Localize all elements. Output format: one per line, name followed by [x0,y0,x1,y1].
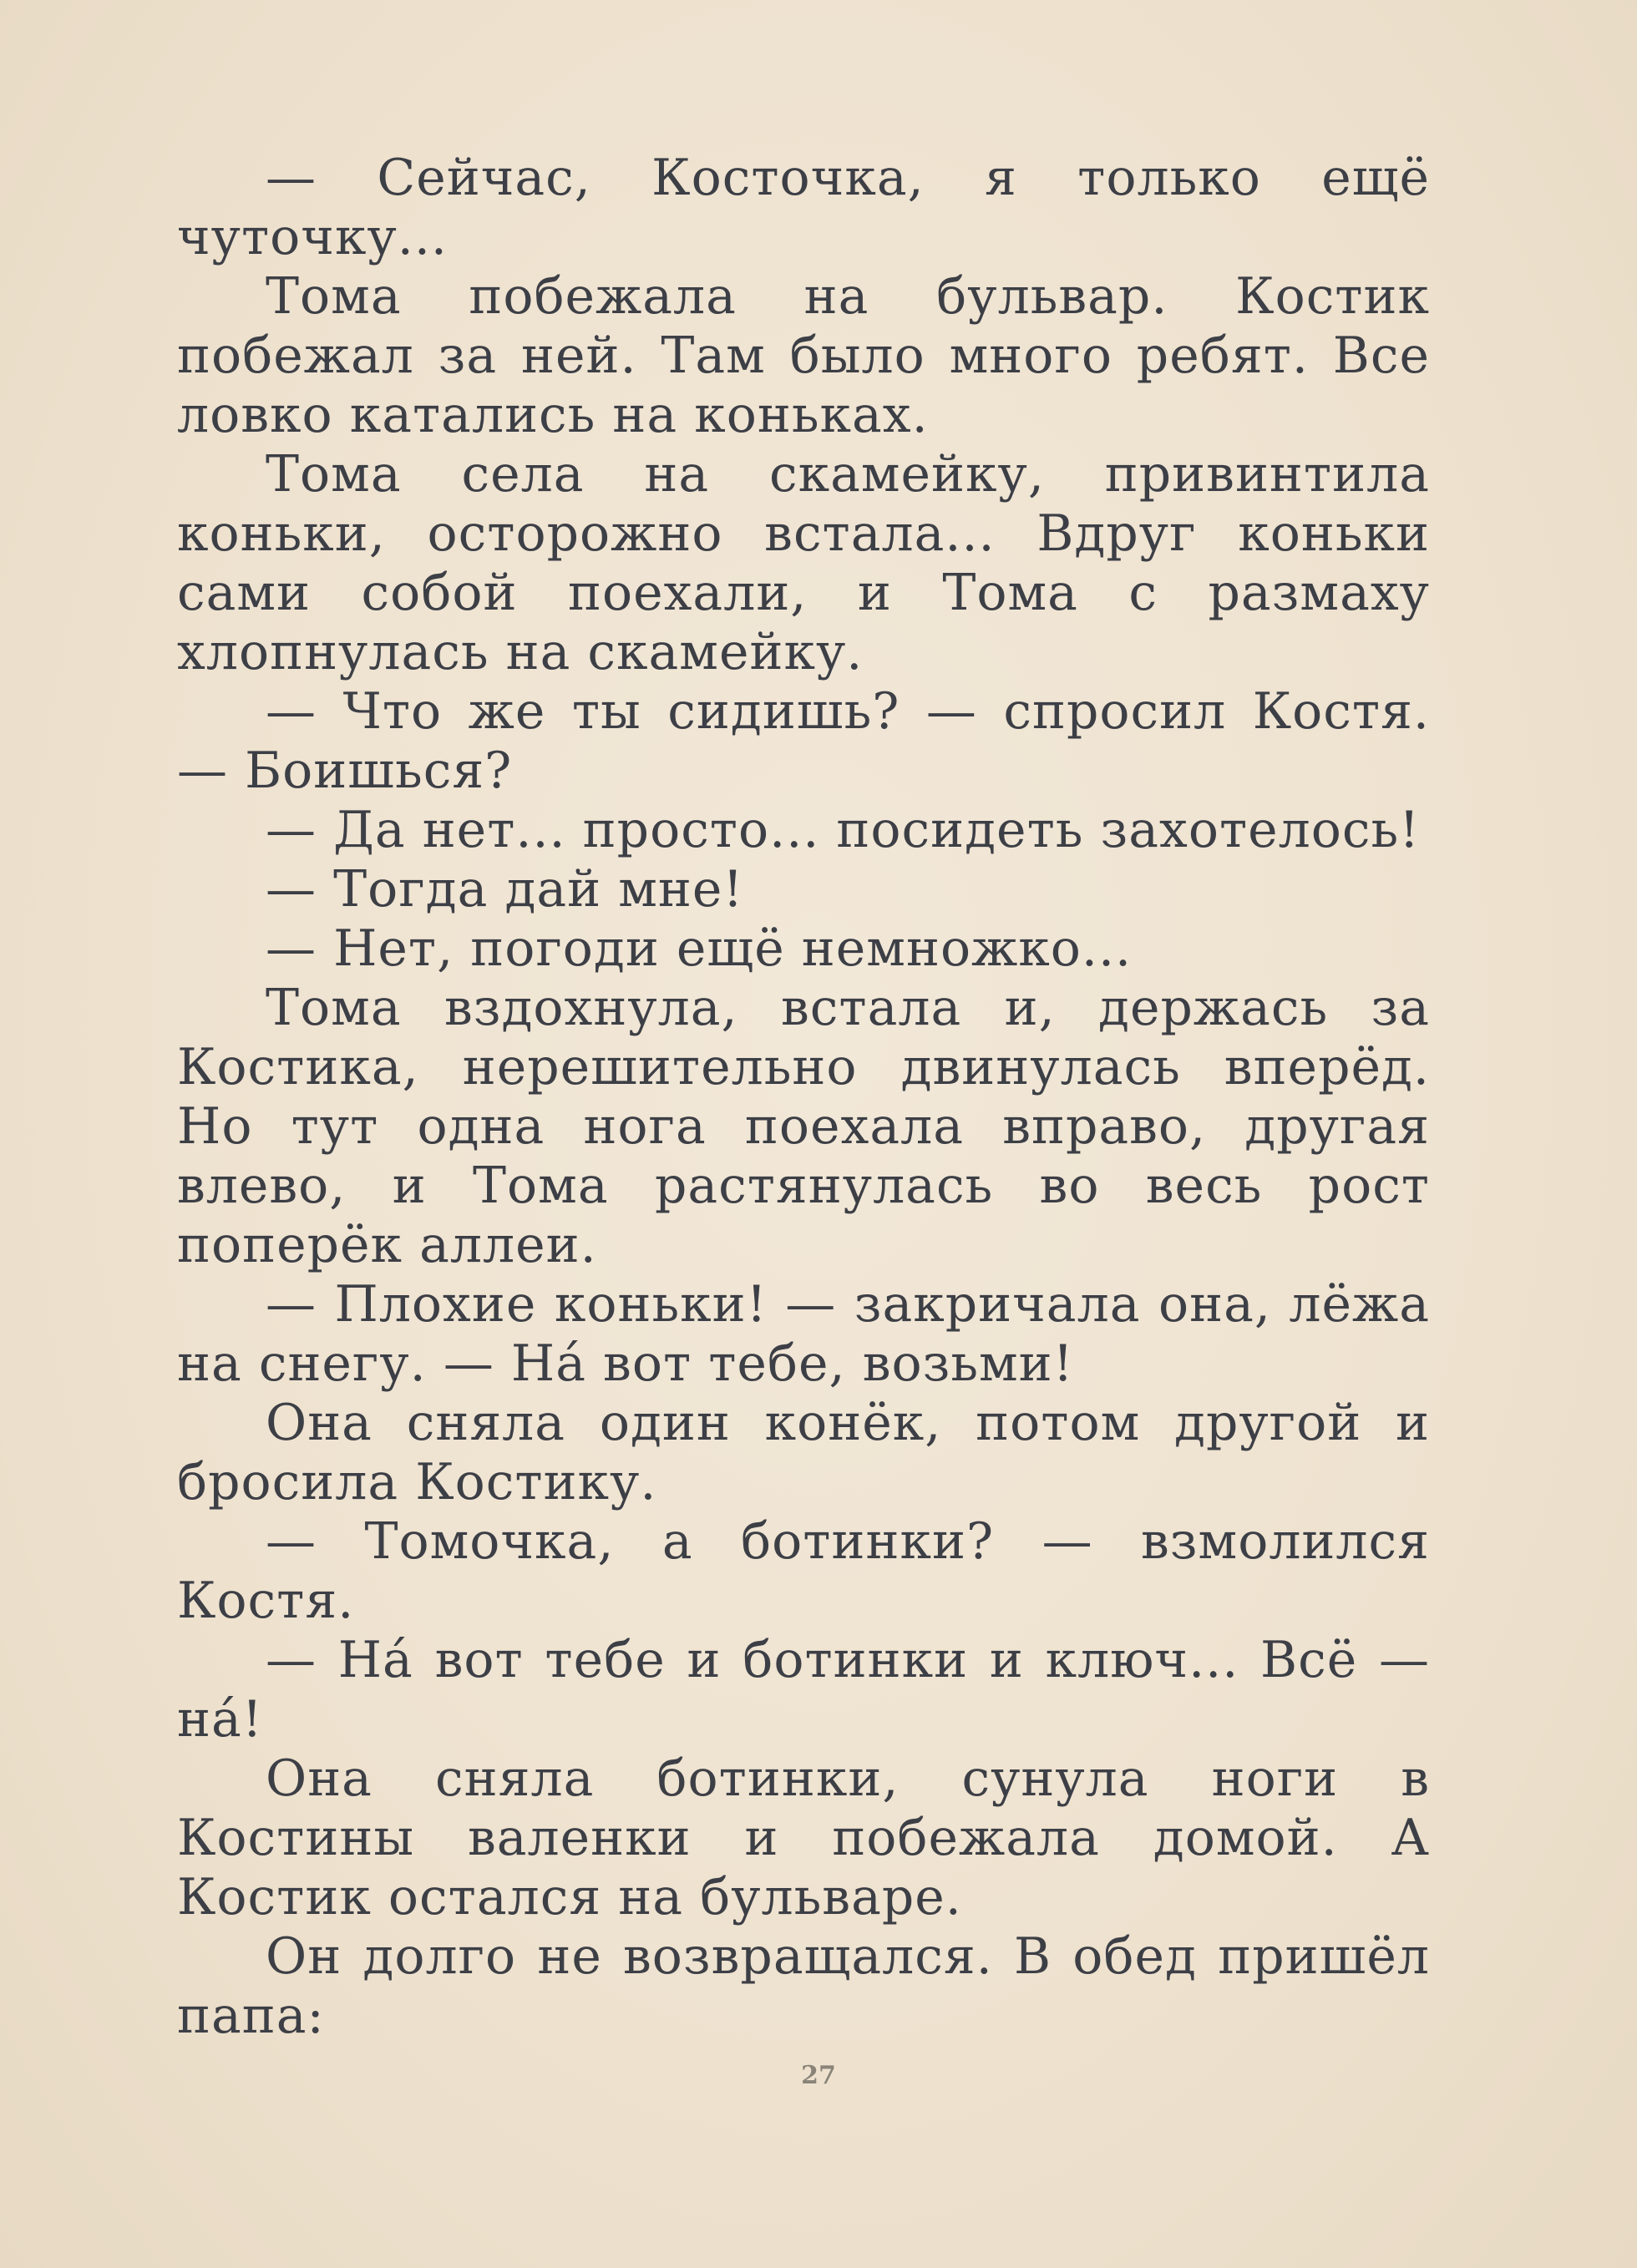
paragraph: — Что же ты сидишь? — спросил Костя. — Боишься? [177,682,1430,800]
paragraph: Тома села на скамейку, привинтила коньки, осторожно встала... Вдруг коньки сами собой поехали, и Тома с размаху хлопнулась на скамейку. [177,445,1430,681]
paragraph: Он долго не возвращался. В обед пришёл папа: [177,1927,1430,2045]
paragraph: Она сняла один конёк, потом другой и бросила Костику. [177,1394,1430,1511]
paragraph: — Тогда дай мне! [266,860,744,919]
paragraph: Она сняла ботинки, сунула ноги в Костины валенки и побежала домой. А Костик остался на бульваре. [177,1749,1430,1926]
page-number: 27 [801,2061,836,2090]
paragraph: — На́ вот тебе и ботинки и ключ... Всё — на́! [177,1631,1430,1749]
paragraph: — Плохие коньки! — закричала она, лёжа на снегу. — На́ вот тебе, возьми! [177,1275,1430,1393]
paragraph: — Нет, погоди ещё немножко... [266,919,1133,978]
paragraph: Тома побежала на бульвар. Костик побежал за ней. Там было много ребят. Все ловко катались на коньках. [177,267,1430,444]
paragraph: — Томочка, а ботинки? — взмолился Костя. [177,1512,1430,1630]
paragraph: — Сейчас, Косточка, я только ещё чуточку... [177,149,1430,266]
paragraph: — Да нет... просто... посидеть захотелось! [266,801,1421,859]
paragraph: Тома вздохнула, встала и, держась за Костика, нерешительно двинулась вперёд. Но тут одна нога поехала вправо, другая влево, и Тома растянулась во весь рост поперёк аллеи. [177,979,1430,1274]
page-text [177,149,1430,2046]
